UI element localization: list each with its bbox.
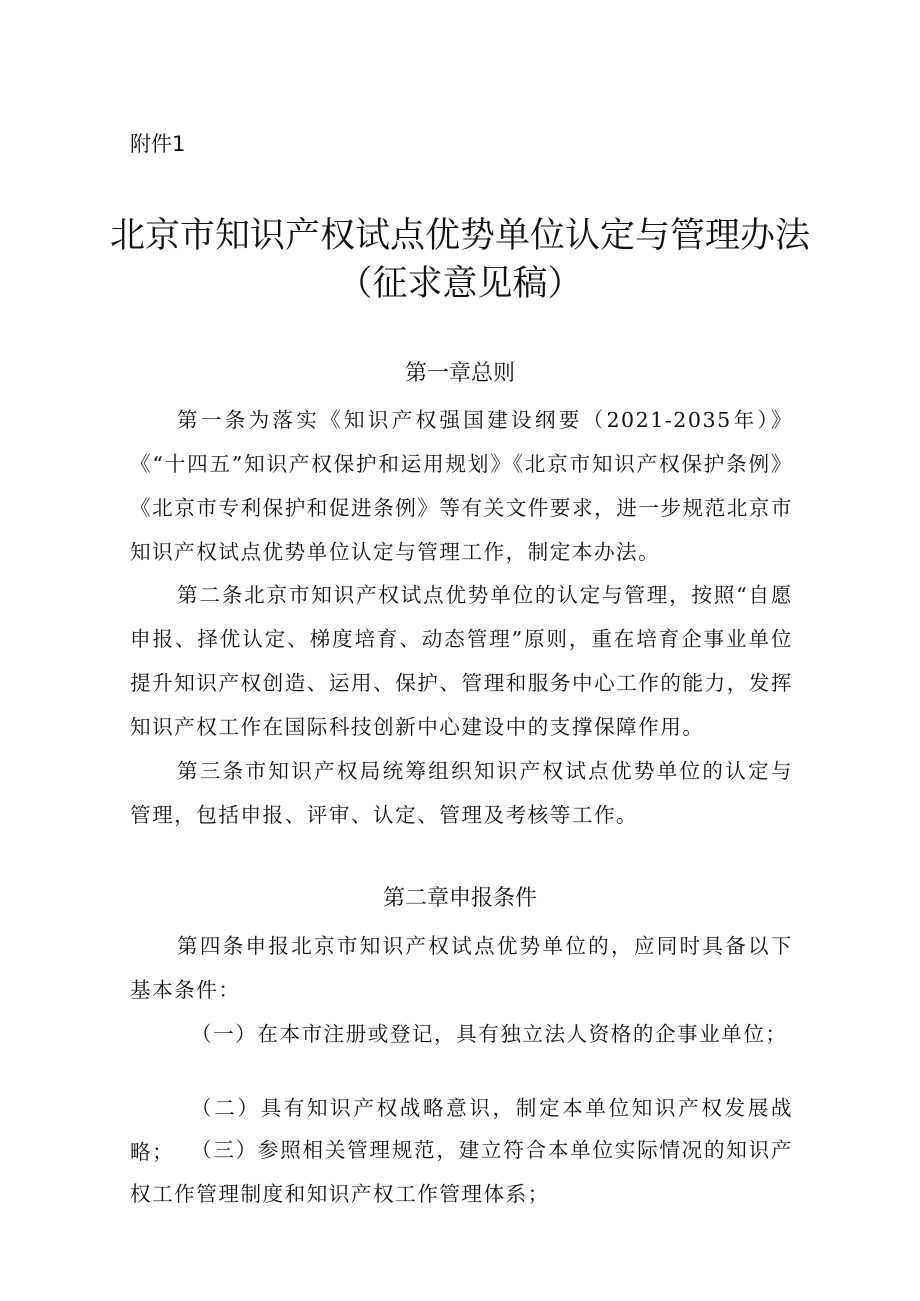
attachment-label: 附件1 <box>130 132 186 156</box>
condition-item-1: （一）在本市注册或登记，具有独立法人资格的企事业单位； <box>191 1022 788 1046</box>
document-title-line-1: 北京市知识产权试点优势单位认定与管理办法 <box>109 216 810 256</box>
article-4: 第四条申报北京市知识产权试点优势单位的，应同时具备以下基本条件： <box>130 934 793 1002</box>
condition-item-2: （二）具有知识产权战略意识，制定本单位知识产权发展战略； <box>130 1096 793 1164</box>
document-title-line-2: （征求意见稿） <box>337 264 583 304</box>
chapter-2-heading: 第二章申报条件 <box>382 886 537 911</box>
condition-item-3: （三）参照相关管理规范，建立符合本单位实际情况的知识产权工作管理制度和知识产权工作管理体系； <box>130 1138 793 1206</box>
article-2: 第二条北京市知识产权试点优势单位的认定与管理，按照“自愿申报、择优认定、梯度培育、动态管理”原则，重在培育企事业单位提升知识产权创造、运用、保护、管理和服务中心工作的能力，发挥知识产权工作在国际科技创新中心建设中的支撑保障作用。 <box>130 583 793 739</box>
article-3: 第三条市知识产权局统筹组织知识产权试点优势单位的认定与管理，包括申报、评审、认定、管理及考核等工作。 <box>130 759 793 827</box>
article-1: 第一条为落实《知识产权强国建设纲要（2021-2035年）》《“十四五”知识产权保护和运用规划》《北京市知识产权保护条例》《北京市专利保护和促进条例》等有关文件要求，进一步规范北京市知识产权试点优势单位认定与管理工作，制定本办法。 <box>130 408 793 564</box>
chapter-1-heading: 第一章总则 <box>404 361 515 386</box>
